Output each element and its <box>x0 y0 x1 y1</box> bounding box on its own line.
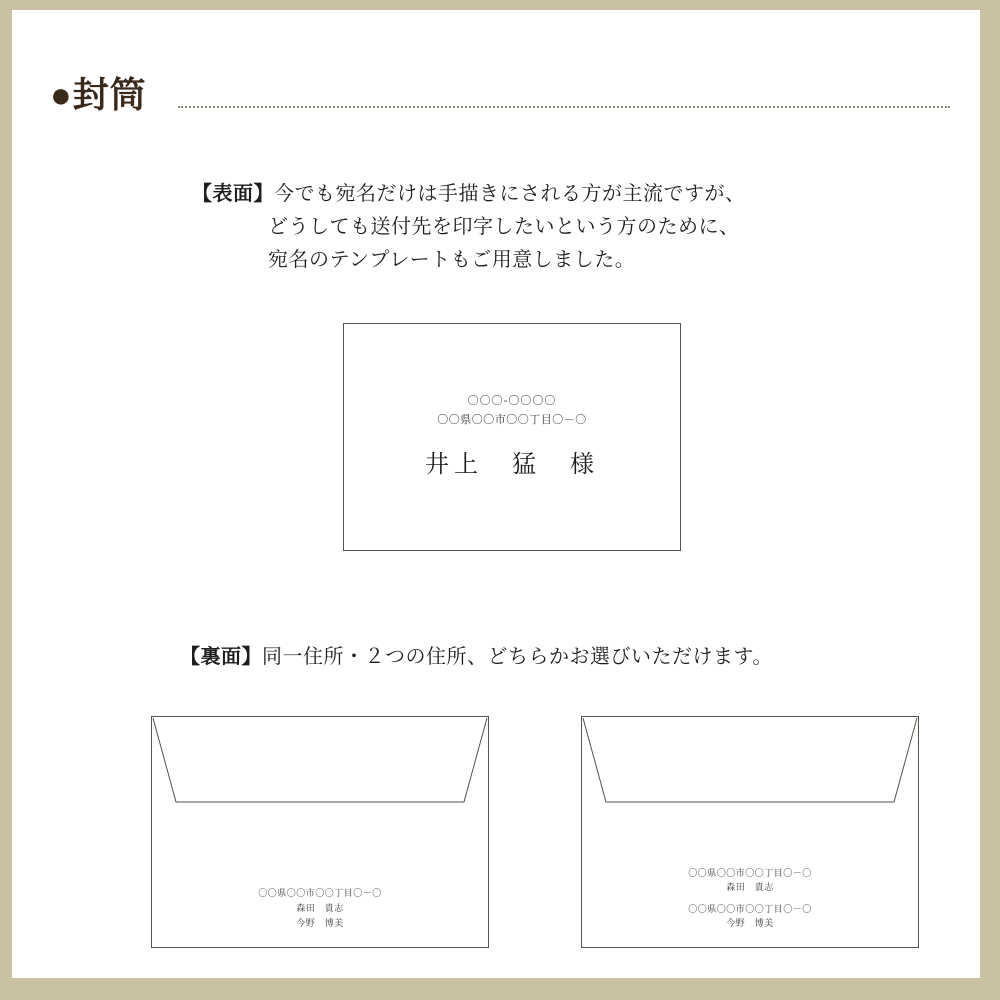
envelope-back-right-name1: 森田 貴志 <box>726 882 774 892</box>
envelope-back-preview-two-addresses <box>581 716 919 948</box>
back-side-caption <box>180 642 900 672</box>
envelope-front-preview <box>343 323 681 551</box>
front-side-label: 【表面】 <box>192 183 274 205</box>
envelope-back-right-address1: 〇〇県〇〇市〇〇丁目〇－〇 <box>688 868 812 878</box>
envelope-back-right-name2: 今野 博美 <box>726 918 774 928</box>
envelope-back-right-address2: 〇〇県〇〇市〇〇丁目〇－〇 <box>688 904 812 914</box>
section-header <box>50 72 950 128</box>
back-side-text: 同一住所・２つの住所、どちらかお選びいただけます。 <box>262 646 773 668</box>
envelope-flap-icon <box>582 717 918 801</box>
front-side-caption <box>192 178 852 277</box>
front-side-line3: 宛名のテンプレートもご用意しました。 <box>268 249 636 271</box>
envelope-back-left-name1: 森田 貴志 <box>296 903 344 913</box>
page-title: ●封筒 <box>50 74 147 115</box>
front-side-line2: どうしても送付先を印字したいという方のために、 <box>268 216 740 238</box>
envelope-front-recipient-name: 井上 猛 様 <box>425 451 599 478</box>
front-side-line1: 今でも宛名だけは手描きにされる方が主流ですが、 <box>274 183 746 205</box>
envelope-back-left-name2: 今野 博美 <box>296 918 344 928</box>
envelope-front-zip: 〇〇〇-〇〇〇〇 <box>467 395 557 407</box>
envelope-back-preview-single-address <box>151 716 489 948</box>
document-page <box>12 10 980 978</box>
envelope-back-left-address: 〇〇県〇〇市〇〇丁目〇－〇 <box>258 888 382 898</box>
envelope-flap-icon <box>152 717 488 801</box>
envelope-front-address: 〇〇県〇〇市〇〇丁目〇－〇 <box>437 414 587 426</box>
header-divider <box>178 106 950 108</box>
back-side-label: 【裏面】 <box>180 646 262 668</box>
